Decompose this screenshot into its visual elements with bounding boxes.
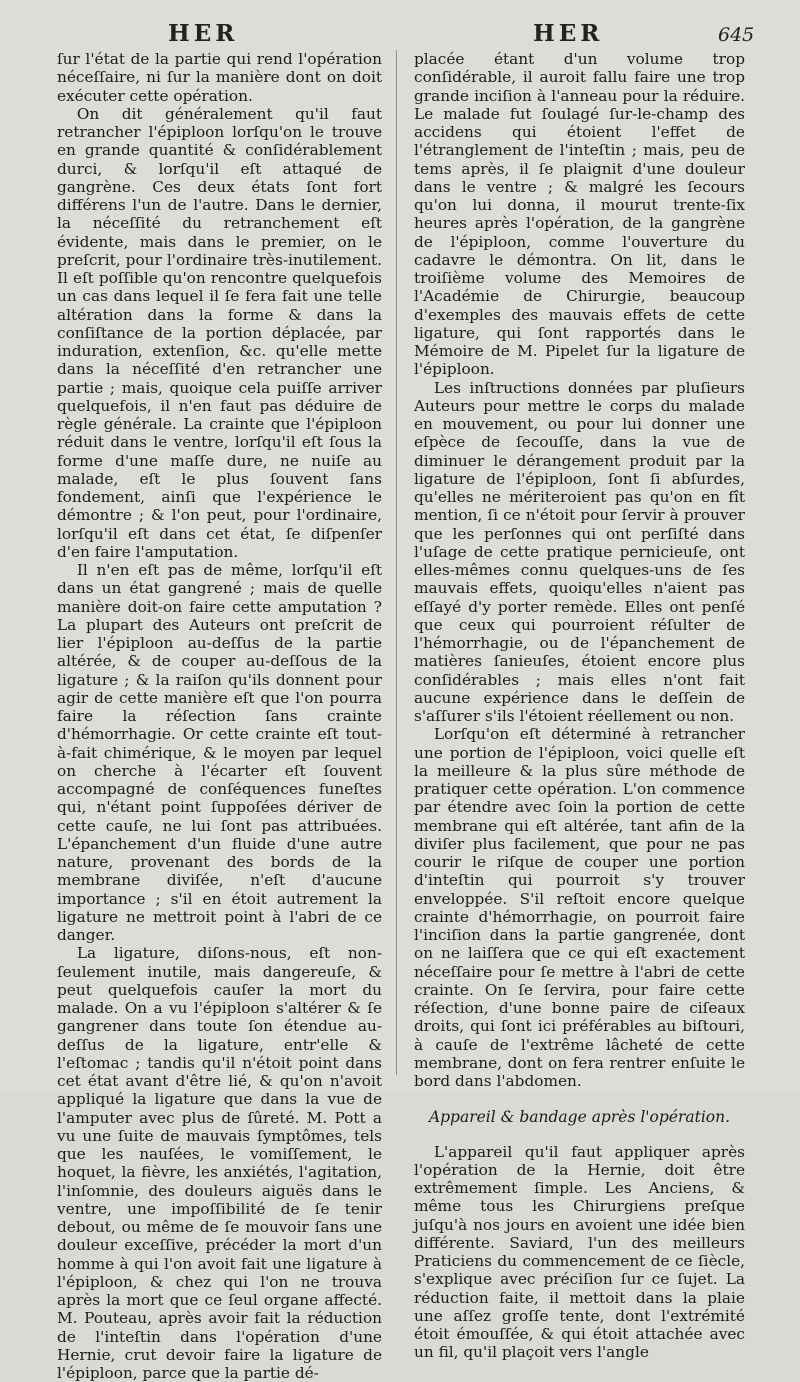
right-paragraph-4: L'appareil qu'il faut appliquer après l'opération de la Hernie, doit être extrêmement ſimple. Les Anciens, & même tous les Chirurgiens preſque juſqu'à nos jours en avoient une idée bien différente. Saviard, l'un des meilleurs Praticiens du commencement de ce ſiècle, s'explique avec préciſion ſur ce ſujet. La réduction faite, il mettoit dans la plaie une aſſez groſſe tente, dont l'extrémité étoit émouſſée, & qui étoit attachée avec un fil, qu'il plaçoit vers l'angle [414, 1142, 745, 1362]
running-head-left: HER [168, 20, 239, 47]
running-head-right: HER [533, 20, 604, 47]
left-paragraph-1: ſur l'état de la partie qui rend l'opération néceſſaire, ni ſur la manière dont on doit exécuter cette opération. [57, 50, 382, 105]
right-paragraph-2: Les inſtructions données par pluſieurs Auteurs pour mettre le corps du malade en mouvement, ou pour lui donner une eſpèce de ſecouſſe, dans la vue de diminuer le dérangement produit par la ligature de l'épiploon, ſont ſi abſurdes, qu'elles ne mériteroient pas qu'on en fît mention, ſi ce n'étoit pour ſervir à prouver que les perſonnes qui ont perſiſté dans l'uſage de cette pratique pernicieuſe, ont elles-mêmes connu quelques-uns de ſes mauvais effets, quoiqu'elles n'aient pas eſſayé d'y porter remède. Elles ont penſé que ceux qui pourroient réſulter de l'hémorrhagie, ou de l'épanchement de matières ſanieuſes, étoient encore plus conſidérables ; mais elles n'ont fait aucune expérience dans le deſſein de s'aſſurer s'ils l'étoient réellement ou non. [414, 378, 745, 725]
section-heading: Appareil & bandage après l'opération. [428, 1108, 731, 1127]
right-paragraph-1: placée étant d'un volume trop conſidérable, il auroit fallu faire une trop grande inciſion à l'anneau pour la réduire. Le malade fut ſoulagé ſur-le-champ des accidens qui étoient l'effet de l'étranglement de l'inteſtin ; mais, peu de tems après, il ſe plaignit d'une douleur dans le ventre ; & malgré les ſecours qu'on lui donna, il mourut trente-ſix heures après l'opération, de la gangrène de l'épiploon, comme l'ouverture du cadavre le démontra. On lit, dans le troiſième volume des Memoires de l'Académie de Chirurgie, beaucoup d'exemples des mauvais effets de cette ligature, qui ſont rapportés dans le Mémoire de M. Pipelet ſur la ligature de l'épiploon. [414, 50, 745, 379]
page-number: 645 [718, 24, 755, 46]
column-divider [396, 50, 397, 1075]
right-column [414, 50, 745, 1362]
left-paragraph-3: Il n'en eſt pas de même, lorſqu'il eſt dans un état gangrené ; mais de quelle manière doit-on faire cette amputation ? La plupart des Auteurs ont preſcrit de lier l'épiploon au-deſſus de la partie altérée, & de couper au-deſſous de la ligature ; & la raiſon qu'ils donnent pour agir de cette manière eſt que l'on pourra faire la réſection ſans crainte d'hémorrhagie. Or cette crainte eſt tout-à-fait chimérique, & le moyen par lequel on cherche à l'écarter eſt ſouvent accompagné de conſéquences funeſtes qui, n'étant point ſuppoſées dériver de cette cauſe, ne lui ſont pas attribuées. L'épanchement d'un fluide d'une autre nature, provenant des bords de la membrane diviſée, n'eſt d'aucune importance ; s'il en étoit autrement la ligature ne mettroit point à l'abri de ce danger. [57, 561, 382, 944]
left-paragraph-2: On dit généralement qu'il faut retrancher l'épiploon lorſqu'on le trouve en grande quantité & conſidérablement durci, & lorſqu'il eſt attaqué de gangrène. Ces deux états ſont fort différens l'un de l'autre. Dans le dernier, la néceſſité du retranchement eſt évidente, mais dans le premier, on le preſcrit, pour l'ordinaire très-inutilement. Il eſt poſſible qu'on rencontre quelquefois un cas dans lequel il ſe fera fait une telle altération dans la forme & dans la conſiſtance de la portion déplacée, par induration, extenſion, &c. qu'elle mette dans la néceſſité d'en retrancher une partie ; mais, quoique cela puiſſe arriver quelquefois, il n'en faut pas déduire de règle générale. La crainte que l'épiploon réduit dans le ventre, lorſqu'il eſt ſous la forme d'une maſſe dure, ne nuiſe au malade, eſt le plus ſouvent ſans fondement, ainſi que l'expérience le démontre ; & l'on peut, pour l'ordinaire, lorſqu'il eſt dans cet état, ſe diſpenſer d'en faire l'amputation. [57, 104, 382, 561]
left-column [57, 50, 382, 1382]
right-paragraph-3: Lorſqu'on eſt déterminé à retrancher une portion de l'épiploon, voici quelle eſt la meilleure & la plus sûre méthode de pratiquer cette opération. L'on commence par étendre avec ſoin la portion de cette membrane qui eſt altérée, tant afin de la diviſer plus facilement, que pour ne pas courir le riſque de couper une portion d'inteſtin qui pourroit s'y trouver enveloppée. S'il reſtoit encore quelque crainte d'hémorrhagie, on pourroit faire l'inciſion dans la partie gangrenée, dont on ne laiſſera que ce qui eſt exactement néceſſaire pour ſe mettre à l'abri de cette crainte. On ſe ſervira, pour faire cette réſection, d'une bonne paire de ciſeaux droits, qui ſont ici préférables au biſtouri, à cauſe de l'extrême lâcheté de cette membrane, dont on fera rentrer enſuite le bord dans l'abdomen. [414, 725, 745, 1090]
left-paragraph-4: La ligature, diſons-nous, eſt non-ſeulement inutile, mais dangereuſe, & peut quelquefois cauſer la mort du malade. On a vu l'épiploon s'altérer & ſe gangrener dans toute ſon étendue au-deſſus de la ligature, entr'elle & l'eſtomac ; tandis qu'il n'étoit point dans cet état avant d'être lié, & qu'on n'avoit appliqué la ligature que dans la vue de l'amputer avec plus de ſûreté. M. Pott a vu une ſuite de mauvais ſymptômes, tels que les nauſées, le vomiſſement, le hoquet, la fièvre, les anxiétés, l'agitation, l'inſomnie, des douleurs aiguës dans le ventre, une impoſſibilité de ſe tenir debout, ou même de ſe mouvoir ſans une douleur exceſſive, précéder la mort d'un homme à qui l'on avoit fait une ligature à l'épiploon, & chez qui l'on ne trouva après la mort que ce ſeul organe affecté. M. Pouteau, après avoir fait la réduction de l'inteſtin dans l'opération d'une Hernie, crut devoir faire la ligature de l'épiploon, parce que la partie dé- [57, 944, 382, 1382]
